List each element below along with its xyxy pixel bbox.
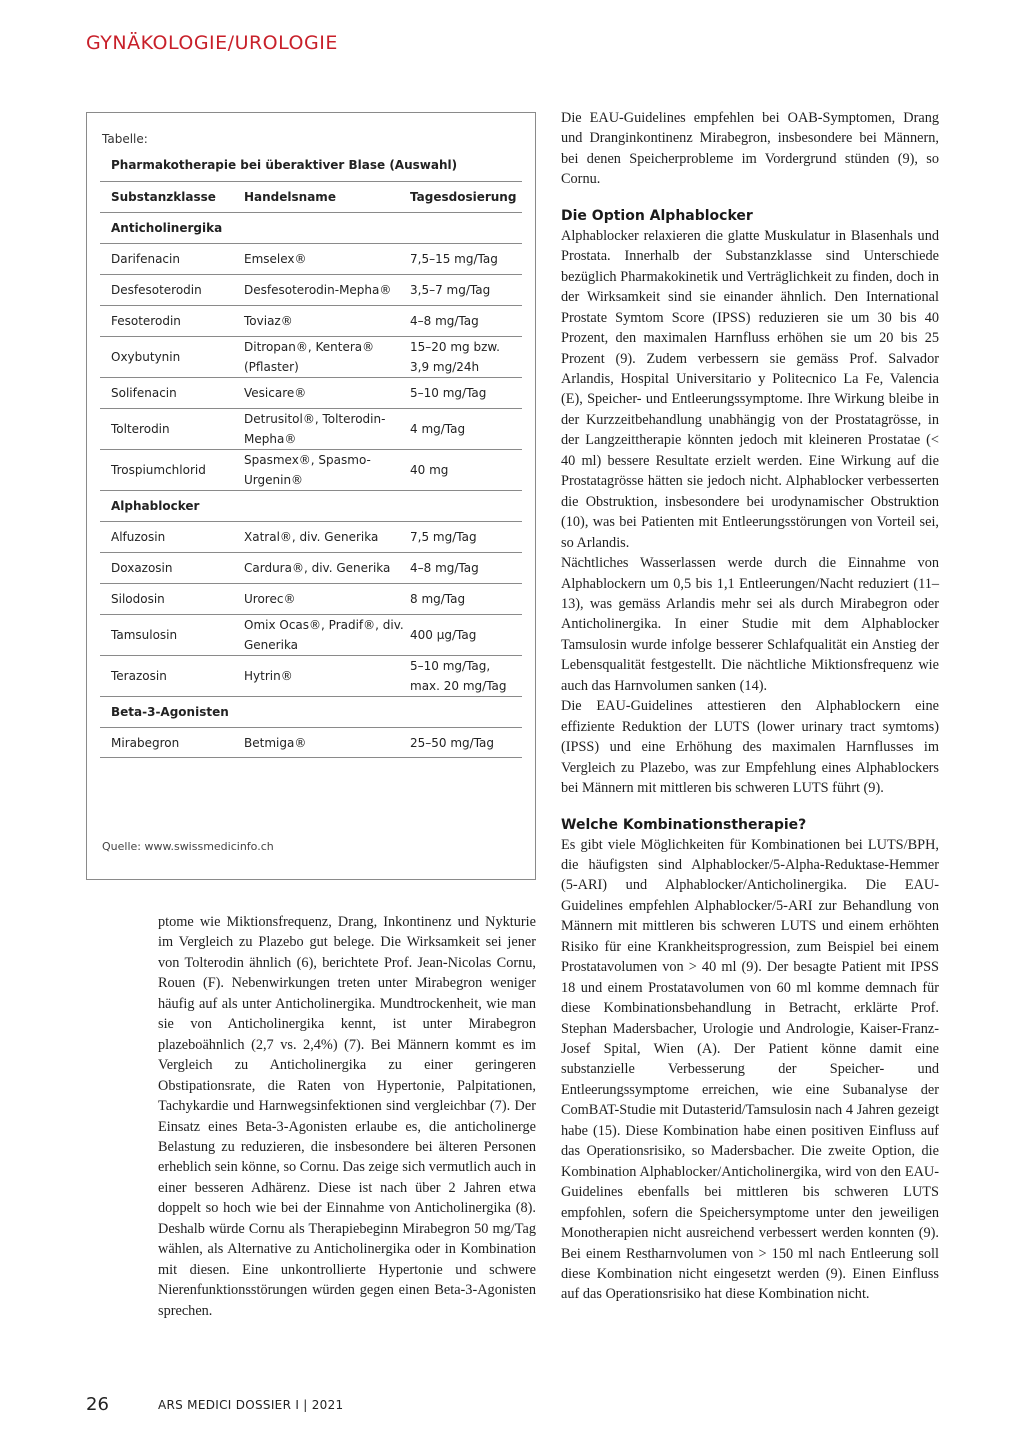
table-row	[100, 583, 522, 614]
dose-cell: 25–50 mg/Tag	[410, 735, 495, 750]
table-caption: Tabelle:	[102, 132, 148, 146]
brand-cell: Desfesoterodin-Mepha®	[244, 283, 392, 297]
dose-cell: 400 µg/Tag	[410, 628, 477, 642]
paragraph-alphablocker-2: Nächtliches Wasserlassen werde durch die Einnahme von Alphablockern um 0,5 bis 1,1 Entleerungen/Nacht reduziert (11–13), was gemäss Arlandis mehr sei als durch Mirabegron oder Anticholinergika. In einer Studie mit dem Alphablocker Tamsulosin wurde infolge besserer Schlafqualität ein Anstieg der Lebensqualität festgestellt. Die nächtliche Miktionsfrequenz wie auch das Harnvolumen sanken (14).	[561, 555, 939, 694]
brand-cell: Vesicare®	[244, 386, 307, 400]
dose-cell: 4 mg/Tag	[410, 422, 466, 436]
paragraph-alphablocker-3: Die EAU-Guidelines attestieren den Alphablockern eine effiziente Reduktion der LUTS (lower urinary tract symtoms) (IPSS) und eine Erhöhung des maximalen Harnflusses im Vergleich zu Plazebo, was zur Empfehlung eines Alphablockers bei Männern mit mittleren bis schweren LUTS führt (9).	[561, 698, 939, 797]
table-row	[100, 408, 522, 449]
substance-cell: Desfesoterodin	[111, 283, 202, 297]
substance-cell: Alfuzosin	[111, 530, 166, 544]
page-number: 26	[86, 1394, 109, 1415]
dose-cell: 8 mg/Tag	[410, 592, 466, 606]
table-row	[100, 449, 522, 490]
heading-kombination: Welche Kombinationstherapie?	[561, 816, 807, 833]
dose-cell: 4–8 mg/Tag	[410, 561, 479, 575]
table-header-cell: Handelsname	[244, 190, 336, 204]
dose-cell: 7,5 mg/Tag	[410, 530, 477, 544]
table-row	[100, 305, 522, 336]
brand-cell: Hytrin®	[244, 669, 293, 683]
brand-cell: Spasmex®, Spasmo-Urgenin®	[244, 453, 371, 487]
section-header: GYNÄKOLOGIE/UROLOGIE	[86, 32, 338, 54]
table-row	[100, 274, 522, 305]
brand-cell: Betmiga®	[244, 735, 307, 750]
brand-cell: Urorec®	[244, 592, 296, 606]
brand-cell: Omix Ocas®, Pradif®, div. Generika	[244, 618, 404, 652]
substance-cell: Oxybutynin	[111, 350, 181, 364]
heading-alphablocker: Die Option Alphablocker	[561, 207, 753, 224]
substance-cell: Tamsulosin	[111, 628, 178, 642]
brand-cell: Ditropan®, Kentera® (Pflaster)	[244, 340, 375, 374]
brand-cell: Emselex®	[244, 252, 307, 266]
table-row	[100, 552, 522, 583]
brand-cell: Xatral®, div. Generika	[244, 530, 379, 544]
brand-cell: Detrusitol®, Tolterodin-Mepha®	[244, 412, 386, 446]
substance-cell: Tolterodin	[111, 422, 170, 436]
substance-cell: Terazosin	[111, 669, 167, 683]
left-column-text: ptome wie Miktionsfrequenz, Drang, Inkontinenz und Nykturie im Vergleich zu Plazebo gut belege. Die Wirksamkeit sei jener von Tolterodin ähnlich (6), berichtete Prof. Jean-Nicolas Cornu, Rouen (F). Nebenwirkungen treten unter Mirabegron weniger häufig auf als unter Anticholinergika. Mundtrockenheit, wie man sie von Anticholinergika kennt, ist unter Mirabegron plazeboähnlich (2,7 vs. 2,4%) (7). Bei Männern kommt es im Vergleich zu Anticholinergika zu einer geringeren Obstipationsrate, die Raten von Hypertonie, Palpitationen, Tachykardie und Harnwegsinfektionen sind vergleichbar (7). Der Einsatz eines Beta-3-Agonisten erlaube es, die anticholinerge Belastung zu reduzieren, die insbesondere bei älteren Personen erheblich sein könne, so Cornu. Das zeige sich vermutlich auch in einer besseren Adhärenz. Diese ist nach über 2 Jahren etwa doppelt so hoch wie bei der Einnahme von Anticholinergika (8). Deshalb würde Cornu als Therapiebeginn Mirabegron 50 mg/Tag wählen, als Alternative zu Anticholinergika oder in Kombination mit diesen. Eine unkontrollierte Hypertonie und schwere Nierenfunktionsstörungen würden gegen einen Beta-3-Agonisten sprechen.	[158, 914, 536, 1319]
table-title: Pharmakotherapie bei überaktiver Blase (Auswahl)	[111, 158, 458, 172]
dose-cell: 5–10 mg/Tag, max. 20 mg/Tag	[410, 659, 507, 693]
dose-cell: 4–8 mg/Tag	[410, 314, 479, 328]
substance-cell: Doxazosin	[111, 561, 173, 575]
table-row	[100, 614, 522, 655]
drug-table	[100, 181, 522, 758]
paragraph-kombination: Es gibt viele Möglichkeiten für Kombinationen bei LUTS/BPH, die häufigsten sind Alphablocker/5-Alpha-Reduktase-Hemmer (5-ARI) und Alphablocker/Anticholinergika. Die EAU-Guidelines empfehlen Alphablocker/5-ARI zur Behandlung von Männern mit mittleren bis schweren LUTS und einem erhöhten Risiko für eine Krankheitsprogression, zum Beispiel bei einem Prostatavolumen von > 40 ml (9). Der besagte Patient mit IPSS 18 und einem Prostatavolumen von 60 ml komme demnach für diese Kombinationsbehandlung in Betracht, erklärte Prof. Stephan Madersbacher, Urologie und Andrologie, Kaiser-Franz-Josef Spital, Wien (A). Der Patient könne damit eine substanzielle Verbesserung der Speicher- und Entleerungssymptome erreichen, wie eine Subanalyse der ComBAT-Studie mit Dutasterid/Tamsulosin nach 4 Jahren gezeigt habe (15). Diese Kombination habe einen positiven Einfluss auf das Operationsrisiko, so Madersbacher. Die zweite Option, die Kombination Alphablocker/Anticholinergika, wird von den EAU-Guidelines ebenfalls bei mittleren bis schweren LUTS empfohlen, sofern die Speichersymptome unter den jeweiligen Monotherapien nicht ausreichend verbessert werden konnten (9). Bei einem Restharnvolumen von > 150 ml nach Entleerung soll diese Kombination nicht eingesetzt werden (9). Einen Einfluss auf das Operationsrisiko hat diese Kombination nicht.	[561, 836, 939, 1303]
intro-paragraph: Die EAU-Guidelines empfehlen bei OAB-Symptomen, Drang und Dranginkontinenz Mirabegron, insbesondere bei Männern, bei denen Speicherprobleme im Vordergrund stünden (9), so Cornu.	[561, 110, 939, 188]
table-category-row	[100, 696, 522, 727]
substance-cell: Silodosin	[111, 592, 165, 606]
category-label: Anticholinergika	[111, 221, 223, 235]
table-row	[100, 243, 522, 274]
table-category-row	[100, 212, 522, 243]
table-header-cell: Tagesdosierung	[410, 190, 517, 204]
table-row	[100, 521, 522, 552]
right-column	[561, 108, 939, 1305]
table-row	[100, 727, 522, 758]
table-source: Quelle: www.swissmedicinfo.ch	[102, 840, 274, 853]
dose-cell: 5–10 mg/Tag	[410, 386, 487, 400]
category-label: Alphablocker	[111, 499, 200, 513]
table-header-cell: Substanzklasse	[111, 190, 216, 204]
substance-cell: Trospiumchlorid	[111, 463, 206, 477]
table-row	[100, 377, 522, 408]
dose-cell: 15–20 mg bzw. 3,9 mg/24h	[410, 340, 500, 374]
substance-cell: Mirabegron	[111, 735, 180, 750]
journal-name: ARS MEDICI DOSSIER I | 2021	[158, 1398, 344, 1412]
brand-cell: Cardura®, div. Generika	[244, 561, 391, 575]
category-label: Beta-3-Agonisten	[111, 705, 229, 719]
table-header-row	[100, 181, 522, 212]
brand-cell: Toviaz®	[244, 314, 293, 328]
paragraph-alphablocker-1: Alphablocker relaxieren die glatte Muskulatur in Blasenhals und Prostata. Innerhalb der Substanzklasse sind Unterschiede bezüglich Pharmakokinetik und Verträglichkeit zu finden, doch in der Wirksamkeit sind sie einander ähnlich. Den International Prostate Symtom Score (IPSS) reduzieren sie um 30 bis 40 Prozent, den maximalen Harnfluss erhöhen sie um 20 bis 25 Prozent (9). Zudem verbessern sie gemäss Prof. Salvador Arlandis, Hospital Universitario y Politecnico La Fe, Valencia (E), Speicher- und Entleerungssymptome. Ihre Wirkung bleibe in der Kurzzeitbehandlung unabhängig von der Prostatagrösse, in der Langzeittherapie könnten jedoch mit kleineren Prostatae (< 40 ml) bessere Resultate erzielt werden. Eine Wirkung auf die Prostatagrösse hätten sie jedoch nicht. Alphablocker verbesserten die Obstruktion, insbesondere bei urodynamischer Obstruktion (10), was bei Patienten mit Entleerungsstörungen von Vorteil sei, so Arlandis.	[561, 227, 939, 551]
left-column	[158, 912, 536, 1321]
table-row	[100, 336, 522, 377]
table-row	[100, 655, 522, 696]
table-category-row	[100, 490, 522, 521]
substance-cell: Darifenacin	[111, 252, 180, 266]
dose-cell: 3,5–7 mg/Tag	[410, 283, 491, 297]
substance-cell: Fesoterodin	[111, 314, 181, 328]
dose-cell: 40 mg	[410, 463, 449, 477]
dose-cell: 7,5–15 mg/Tag	[410, 252, 498, 266]
substance-cell: Solifenacin	[111, 386, 177, 400]
drug-table-box	[86, 112, 536, 880]
